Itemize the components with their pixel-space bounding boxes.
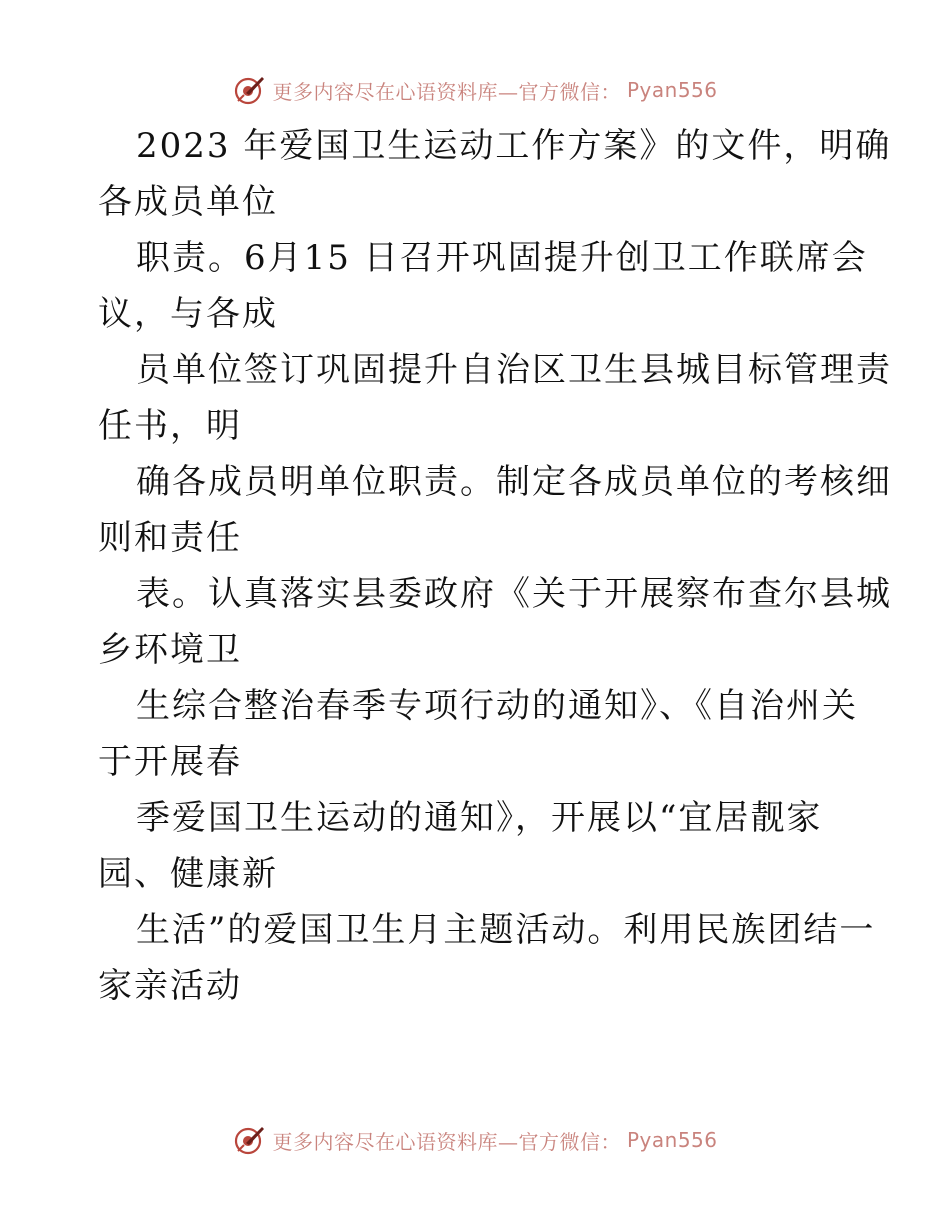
quill-circle-logo-icon [232,1123,266,1157]
text-line: 则和责任 [98,518,242,558]
header-watermark [0,70,950,110]
text-line: 季爱国卫生运动的通知》，开展以“宜居靓家 [136,798,823,838]
watermark-text: 更多内容尽在心语资料库—官方微信： [272,1129,621,1154]
text-line: 乡环境卫 [98,630,242,670]
document-body [98,118,892,1014]
watermark-text: 更多内容尽在心语资料库—官方微信： [272,79,621,104]
text-line: 家亲活动 [98,966,242,1006]
text-line: 员单位签订巩固提升自治区卫生县城目标管理责 [136,350,892,390]
footer-watermark [0,1120,950,1160]
text-line: 各成员单位 [98,182,278,222]
text-line: 确各成员明单位职责。制定各成员单位的考核细 [136,462,892,502]
quill-circle-logo-icon [232,73,266,107]
text-line: 园、健康新 [98,854,278,894]
text-line: 议，与各成 [98,294,278,334]
text-line: 2023 年爱国卫生运动工作方案》的文件，明确 [136,126,892,166]
text-line: 职责。6月15 日召开巩固提升创卫工作联席会 [136,238,868,278]
text-line: 于开展春 [98,742,242,782]
text-line: 任书，明 [98,406,242,446]
watermark-wechat-id: Pyan556 [626,1128,718,1152]
text-line: 生活”的爱国卫生月主题活动。利用民族团结一 [136,910,876,950]
text-line: 表。认真落实县委政府《关于开展察布查尔县城 [136,574,892,614]
text-line: 生综合整治春季专项行动的通知》、《自治州关 [136,686,858,726]
watermark-wechat-id: Pyan556 [626,78,718,102]
